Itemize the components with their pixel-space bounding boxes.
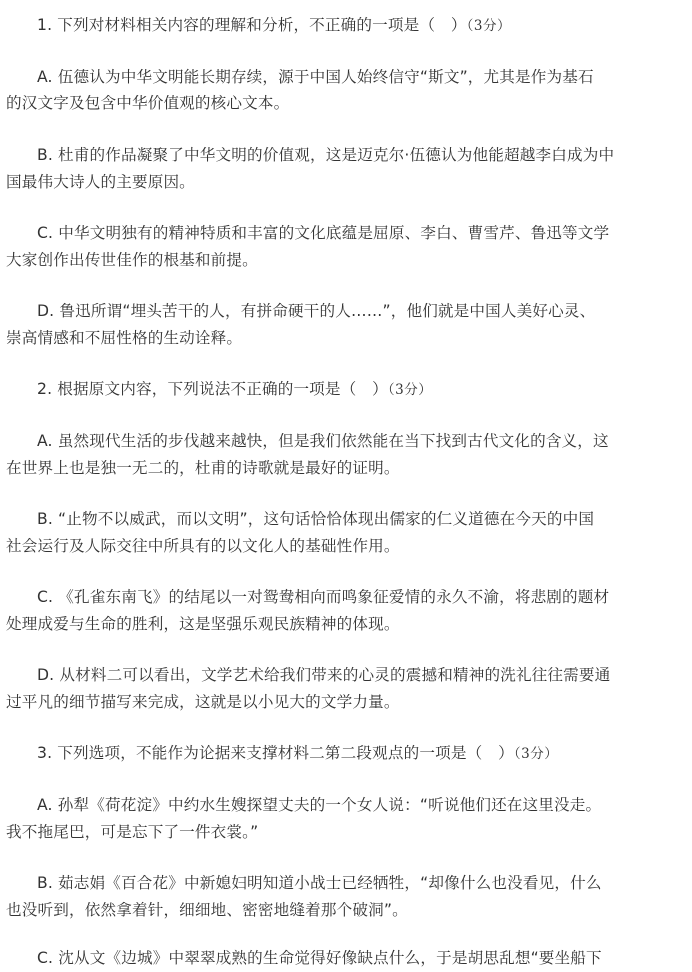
q3-option-a-line1: A. 孙犁《荷花淀》中约水生嫂探望丈夫的一个女人说：“听说他们还在这里没走。 [37,796,602,814]
question-stem-text: 3. 下列选项，不能作为论据来支撑材料二第二段观点的一项是（ ） [37,744,514,762]
question-score: （3分） [513,746,559,762]
q3-option-c-line1: C. 沈从文《边城》中翠翠成熟的生命觉得好像缺点什么，于是胡思乱想“要坐船下 [37,949,602,967]
question-1-stem [37,12,511,39]
q2-option-c-line2: 处理成爱与生命的胜利，这是坚强乐观民族精神的体现。 [6,615,400,633]
q2-option-b-line2: 社会运行及人际交往中所具有的以文化人的基础性作用。 [6,537,400,555]
question-2-stem [37,376,432,403]
question-score: （3分） [387,382,433,398]
q1-option-d-line1: D. 鲁迅所谓“埋头苦干的人，有拼命硬干的人……”，他们就是中国人美好心灵、 [37,302,596,320]
q3-option-b-line1: B. 茹志娟《百合花》中新媳妇明知道小战士已经牺牲，“却像什么也没看见，什么 [37,874,602,892]
q2-option-a-line1: A. 虽然现代生活的步伐越来越快，但是我们依然能在当下找到古代文化的含义，这 [37,432,609,450]
q3-option-b-line2: 也没听到，依然拿着针，细细地、密密地缝着那个破洞”。 [6,901,408,919]
q1-option-a-line2: 的汉文字及包含中华价值观的核心文本。 [6,94,290,112]
q2-option-c-line1: C. 《孔雀东南飞》的结尾以一对鸳鸯相向而鸣象征爱情的永久不渝，将悲剧的题材 [37,588,610,606]
q1-option-a-line1: A. 伍德认为中华文明能长期存续，源于中国人始终信守“斯文”，尤其是作为基石 [37,68,594,86]
q2-option-d-line2: 过平凡的细节描写来完成，这就是以小见大的文学力量。 [6,693,400,711]
q1-option-c-line1: C. 中华文明独有的精神特质和丰富的文化底蕴是屈原、李白、曹雪芹、鲁迅等文学 [37,224,610,242]
q1-option-d-line2: 崇高情感和不屈性格的生动诠释。 [6,329,243,347]
q2-option-a-line2: 在世界上也是独一无二的，杜甫的诗歌就是最好的证明。 [6,459,400,477]
q1-option-b-line2: 国最伟大诗人的主要原因。 [6,173,195,191]
question-3-stem [37,740,558,767]
q1-option-c-line2: 大家创作出传世佳作的根基和前提。 [6,251,258,269]
question-stem-text: 1. 下列对材料相关内容的理解和分析，不正确的一项是（ ） [37,16,467,34]
question-stem-text: 2. 根据原文内容，下列说法不正确的一项是（ ） [37,380,388,398]
q3-option-a-line2: 我不拖尾巴，可是忘下了一件衣裳。” [6,823,259,841]
question-score: （3分） [466,18,511,34]
q1-option-b-line1: B. 杜甫的作品凝聚了中华文明的价值观，这是迈克尔·伍德认为他能超越李白成为中 [37,146,615,164]
q2-option-b-line1: B. “止物不以威武，而以文明”，这句话恰恰体现出儒家的仁义道德在今天的中国 [37,510,595,528]
q2-option-d-line1: D. 从材料二可以看出，文学艺术给我们带来的心灵的震撼和精神的洗礼往往需要通 [37,666,611,684]
